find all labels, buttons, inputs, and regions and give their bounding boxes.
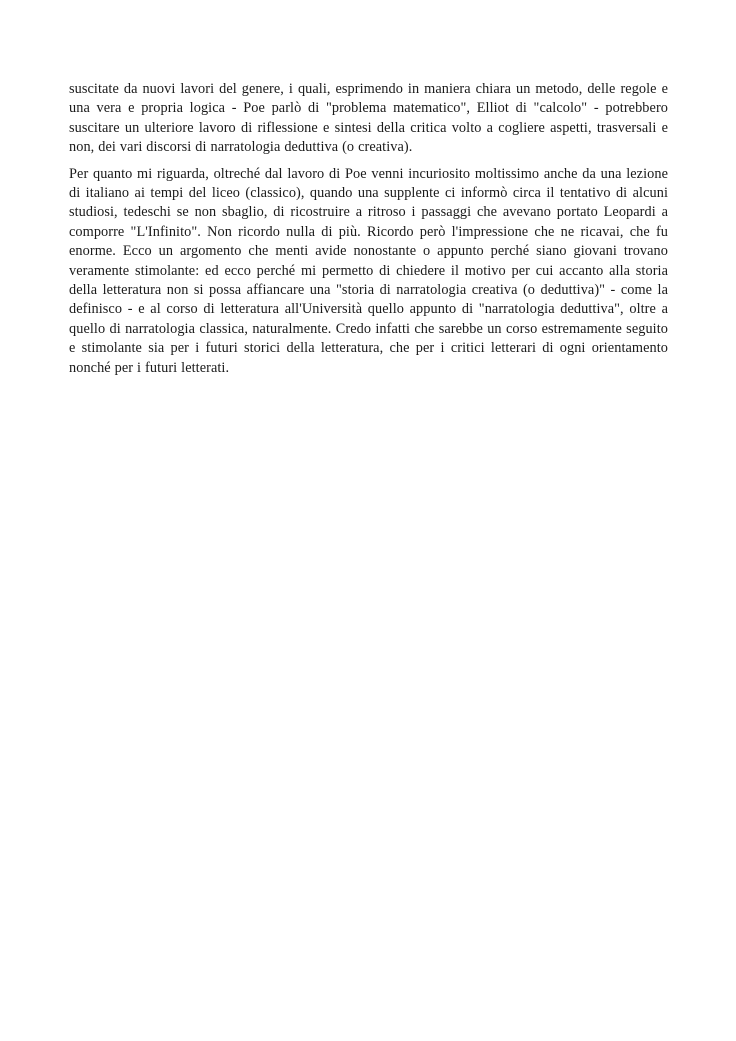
document-text-block <box>69 80 668 378</box>
paragraph-1: suscitate da nuovi lavori del genere, i quali, esprimendo in maniera chiara un metodo, delle regole e una vera e propria logica - Poe parlò di "problema matematico", Elliot di "calcolo" - potrebbero suscitare un ulteriore lavoro di riflessione e sintesi della critica volto a cogliere aspetti, trasversali e non, dei vari discorsi di narratologia deduttiva (o creativa). <box>69 81 668 156</box>
paragraph-2: Per quanto mi riguarda, oltreché dal lavoro di Poe venni incuriosito moltissimo anche da una lezione di italiano ai tempi del liceo (classico), quando una supplente ci informò circa il tentativo di alcuni studiosi, tedeschi se non sbaglio, di ricostruire a ritroso i passaggi che avevano portato Leopardi a comporre "L'Infinito". Non ricordo nulla di più. Ricordo però l'impressione che ne ricavai, che fu enorme. Ecco un argomento che menti avide nonostante o appunto perché siano giovani trovano veramente stimolante: ed ecco perché mi permetto di chiedere il motivo per cui accanto alla storia della letteratura non si possa affiancare una "storia di narratologia creativa (o deduttiva)" - come la definisco - e al corso di letteratura all'Università quello appunto di "narratologia deduttiva", oltre a quello di narratologia classica, naturalmente. Credo infatti che sarebbe un corso estremamente seguito e stimolante sia per i futuri storici della letteratura, che per i critici letterari di ogni orientamento nonché per i futuri letterati. <box>69 165 668 376</box>
